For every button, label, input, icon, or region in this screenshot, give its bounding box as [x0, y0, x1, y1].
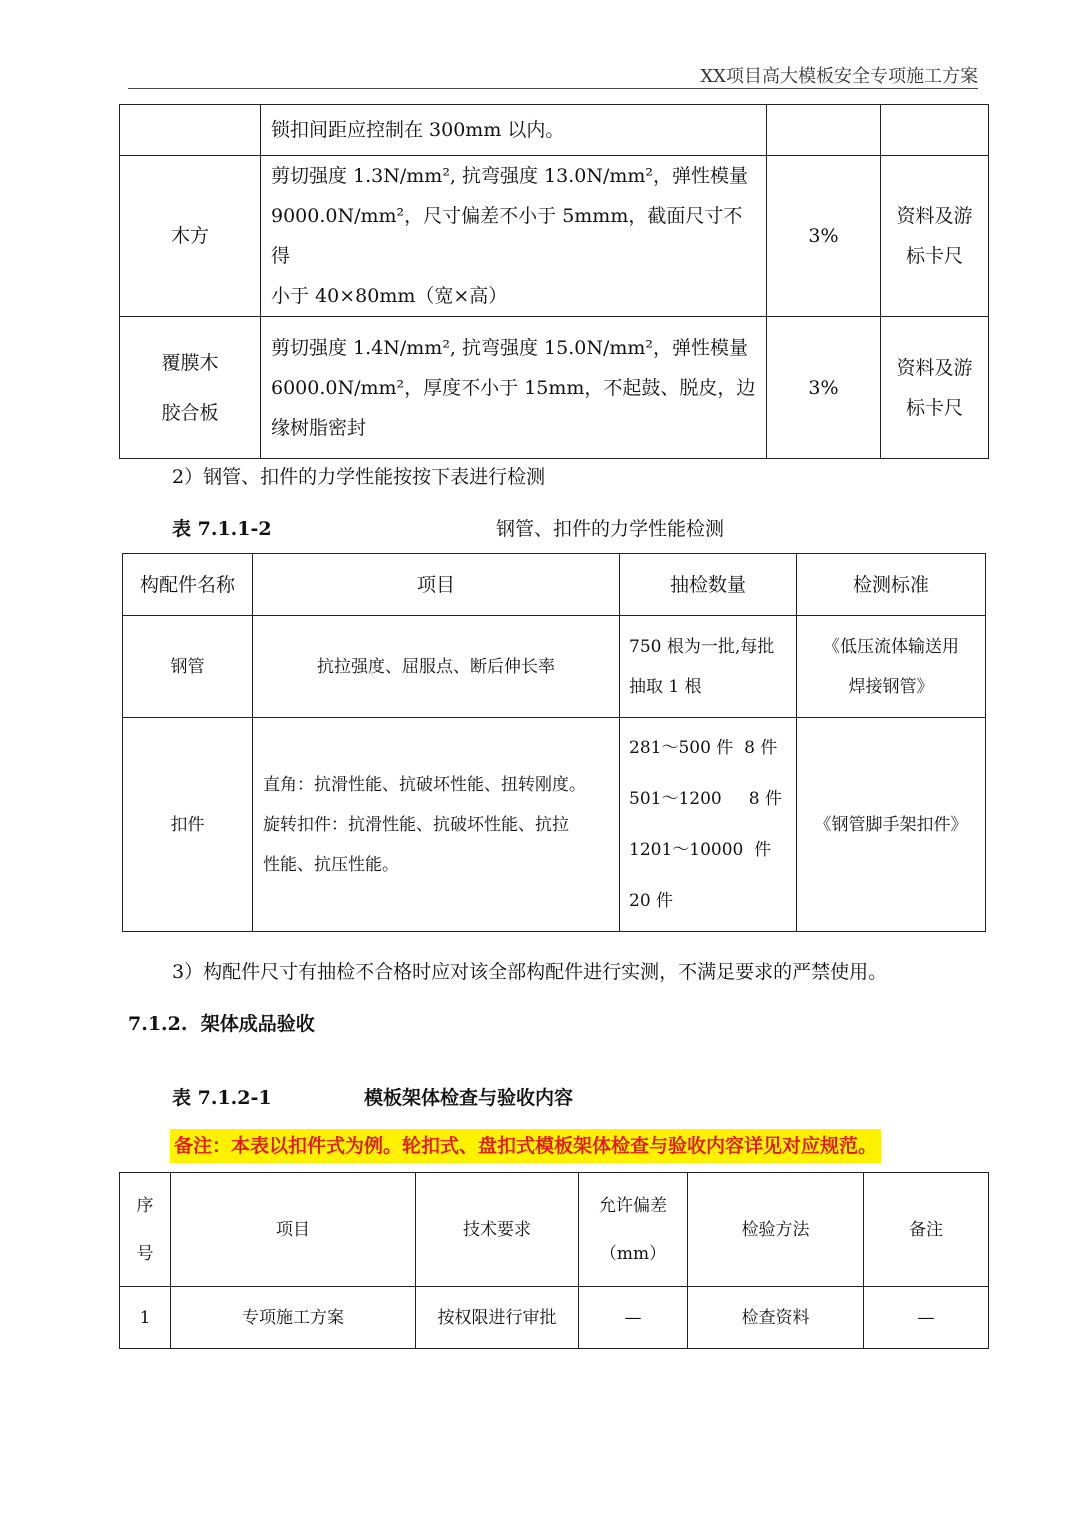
item-cell: 专项施工方案: [171, 1287, 416, 1349]
deviation-cell: —: [579, 1287, 688, 1349]
sample-quantity: 281～500 件 8 件 501～1200 8 件 1201～10000 件 20 件: [620, 718, 797, 932]
highlighted-note: 备注：本表以扣件式为例。轮扣式、盘扣式模板架体检查与验收内容详见对应规范。: [170, 1129, 881, 1163]
seq-cell: 1: [120, 1287, 171, 1349]
method-cell: 检查资料: [688, 1287, 864, 1349]
paragraph-3: 3）构配件尺寸有抽检不合格时应对该全部构配件进行实测，不满足要求的严禁使用。: [172, 961, 888, 983]
table-row: [120, 317, 989, 459]
header-cell-item: 项目: [171, 1173, 416, 1287]
test-item: 直角：抗滑性能、抗破坏性能、扭转刚度。 旋转扣件：抗滑性能、抗破坏性能、抗拉 性能、抗压性能。: [253, 718, 620, 932]
component-name: 钢管: [123, 616, 253, 718]
table3-number: 表 7.1.2-1: [172, 1087, 272, 1109]
header-divider: [128, 88, 978, 89]
material-spec: 剪切强度 1.3N/mm², 抗弯强度 13.0N/mm²，弹性模量 9000.0N/mm²，尺寸偏差不小于 5mmm，截面尺寸不得 小于 40×80mm（宽×高）: [261, 156, 767, 317]
table-row: [120, 1287, 989, 1349]
table-cell: [120, 105, 261, 156]
table-header-row: [120, 1173, 989, 1287]
test-standard: 《钢管脚手架扣件》: [797, 718, 986, 932]
sample-quantity: 750 根为一批,每批 抽取 1 根: [620, 616, 797, 718]
test-item: 抗拉强度、屈服点、断后伸长率: [253, 616, 620, 718]
header-cell-requirement: 技术要求: [416, 1173, 579, 1287]
header-cell-remark: 备注: [864, 1173, 989, 1287]
table-cell: [881, 105, 989, 156]
table-row: [123, 616, 986, 718]
table3-title: 模板架体检查与验收内容: [364, 1087, 574, 1109]
requirement-cell: 按权限进行审批: [416, 1287, 579, 1349]
header-cell-deviation: 允许偏差 （mm）: [579, 1173, 688, 1287]
material-name: 木方: [120, 156, 261, 317]
section-title: 架体成品验收: [200, 1013, 315, 1035]
check-method: 资料及游 标卡尺: [881, 317, 989, 459]
test-standard: 《低压流体输送用 焊接钢管》: [797, 616, 986, 718]
table-header-row: [123, 554, 986, 616]
table2-title: 钢管、扣件的力学性能检测: [496, 518, 725, 540]
acceptance-table: [119, 1172, 989, 1349]
materials-table: [119, 104, 989, 459]
table-row: [120, 156, 989, 317]
table-cell: 锁扣间距应控制在 300mm 以内。: [261, 105, 767, 156]
header-cell: 抽检数量: [620, 554, 797, 616]
page-header-title: XX项目高大模板安全专项施工方案: [700, 66, 978, 87]
header-cell-method: 检验方法: [688, 1173, 864, 1287]
header-cell-seq: 序 号: [120, 1173, 171, 1287]
component-name: 扣件: [123, 718, 253, 932]
material-name: 覆膜木 胶合板: [120, 317, 261, 459]
header-cell: 构配件名称: [123, 554, 253, 616]
sample-ratio: 3%: [767, 156, 881, 317]
sample-ratio: 3%: [767, 317, 881, 459]
material-spec: 剪切强度 1.4N/mm², 抗弯强度 15.0N/mm²，弹性模量 6000.0N/mm²，厚度不小于 15mm，不起鼓、脱皮，边 缘树脂密封: [261, 317, 767, 459]
paragraph-2: 2）钢管、扣件的力学性能按按下表进行检测: [172, 466, 546, 488]
table-row: [123, 718, 986, 932]
section-number: 7.1.2.: [128, 1013, 188, 1035]
header-cell: 项目: [253, 554, 620, 616]
mechanical-test-table: [122, 553, 986, 932]
check-method: 资料及游 标卡尺: [881, 156, 989, 317]
remark-cell: —: [864, 1287, 989, 1349]
section-heading: [128, 1009, 315, 1036]
table-cell: [767, 105, 881, 156]
table2-number: 表 7.1.1-2: [172, 518, 272, 540]
table-row: [120, 105, 989, 156]
header-cell: 检测标准: [797, 554, 986, 616]
